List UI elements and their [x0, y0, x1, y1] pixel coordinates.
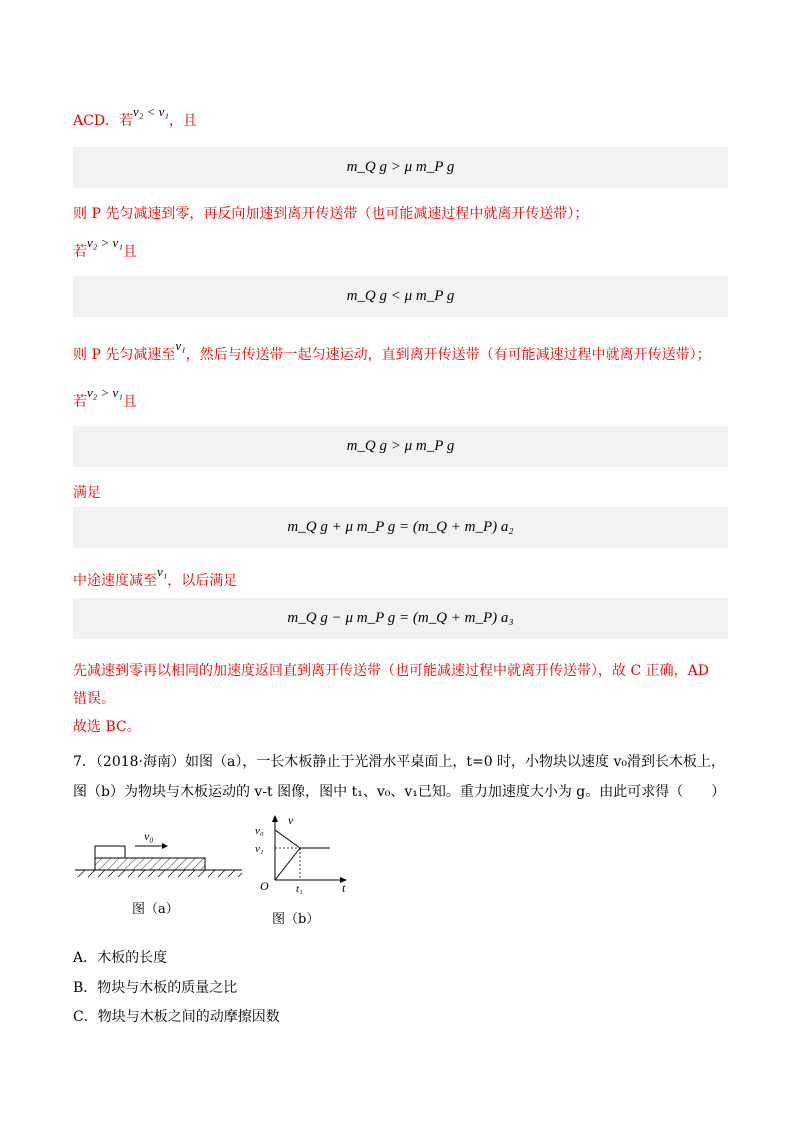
ground-hatch [78, 870, 242, 877]
label-t1: t₁ [296, 883, 303, 895]
velocity-symbol: v₁ [175, 338, 186, 353]
equation-box-1: m_Q g > μ m_P g [73, 147, 728, 188]
caption-a: 图（a） [132, 902, 179, 917]
option-b[interactable]: B．物块与木板的质量之比 [73, 980, 238, 996]
velocity-symbol: v₁ [157, 564, 168, 579]
equation-box-2: m_Q g < μ m_P g [73, 276, 728, 317]
figure-b [250, 812, 360, 897]
label-v0: v₀ [255, 825, 264, 837]
inequality-symbol: v₂ < v₁ [133, 104, 169, 119]
equation-box-3: m_Q g > μ m_P g [73, 426, 728, 467]
option-a[interactable]: A．木板的长度 [73, 950, 168, 966]
small-block [95, 846, 125, 858]
long-board [95, 858, 205, 870]
option-c[interactable]: C．物块与木板之间的动摩擦因数 [73, 1009, 280, 1025]
board-velocity-line [275, 848, 300, 880]
solution-line-8a: 先减速到零再以相同的加速度返回直到离开传送带（也可能减速过程中就离开传送带），故 C 正确，AD [73, 663, 709, 679]
inequality-symbol: v₂ > v₁ [87, 385, 123, 400]
solution-line-3: 若v₂ > v₁且 [73, 235, 137, 260]
label-t: t [342, 881, 346, 895]
solution-line-8b: 错误。 [73, 691, 115, 707]
label-v0: v₀ [144, 829, 154, 843]
label-v1: v₁ [255, 843, 264, 855]
solution-line-5: 若v₂ > v₁且 [73, 385, 137, 410]
inequality-symbol: v₂ > v₁ [87, 235, 123, 250]
figure-a [70, 822, 250, 892]
question-line-1: 7．（2018·海南）如图（a），一长木板静止于光滑水平桌面上，t=0 时，小物块以速度 v₀滑到长木板上， [73, 754, 726, 770]
equation-box-5: m_Q g − μ m_P g = (m_Q + m_P) a₃ [73, 598, 728, 639]
question-line-2: 图（b）为物块与木板运动的 v-t 图像，图中 t₁、v₀、v₁已知。重力加速度大小为 g。由此可求得（ ） [73, 784, 726, 800]
label-origin: O [260, 879, 269, 893]
equation-box-4: m_Q g + μ m_P g = (m_Q + m_P) a₂ [73, 507, 728, 548]
arrow-head-icon [162, 843, 168, 849]
block-velocity-line [275, 830, 300, 848]
solution-line-7: 中途速度减至v₁，以后满足 [73, 564, 238, 589]
solution-line-2: 则 P 先匀减速到零，再反向加速到离开传送带（也可能减速过程中就离开传送带）； [73, 206, 589, 222]
solution-line-4: 则 P 先匀减速至v₁，然后与传送带一起匀速运动，直到离开传送带（有可能减速过程中就离开传送带）； [73, 338, 711, 363]
caption-b: 图（b） [272, 912, 320, 927]
solution-line-9: 故选 BC。 [73, 719, 141, 735]
solution-line-1: ACD．若v₂ < v₁，且 [73, 104, 197, 129]
solution-line-6: 满足 [73, 485, 101, 501]
v-axis-arrow-icon [272, 815, 278, 822]
label-v: v [288, 813, 294, 827]
